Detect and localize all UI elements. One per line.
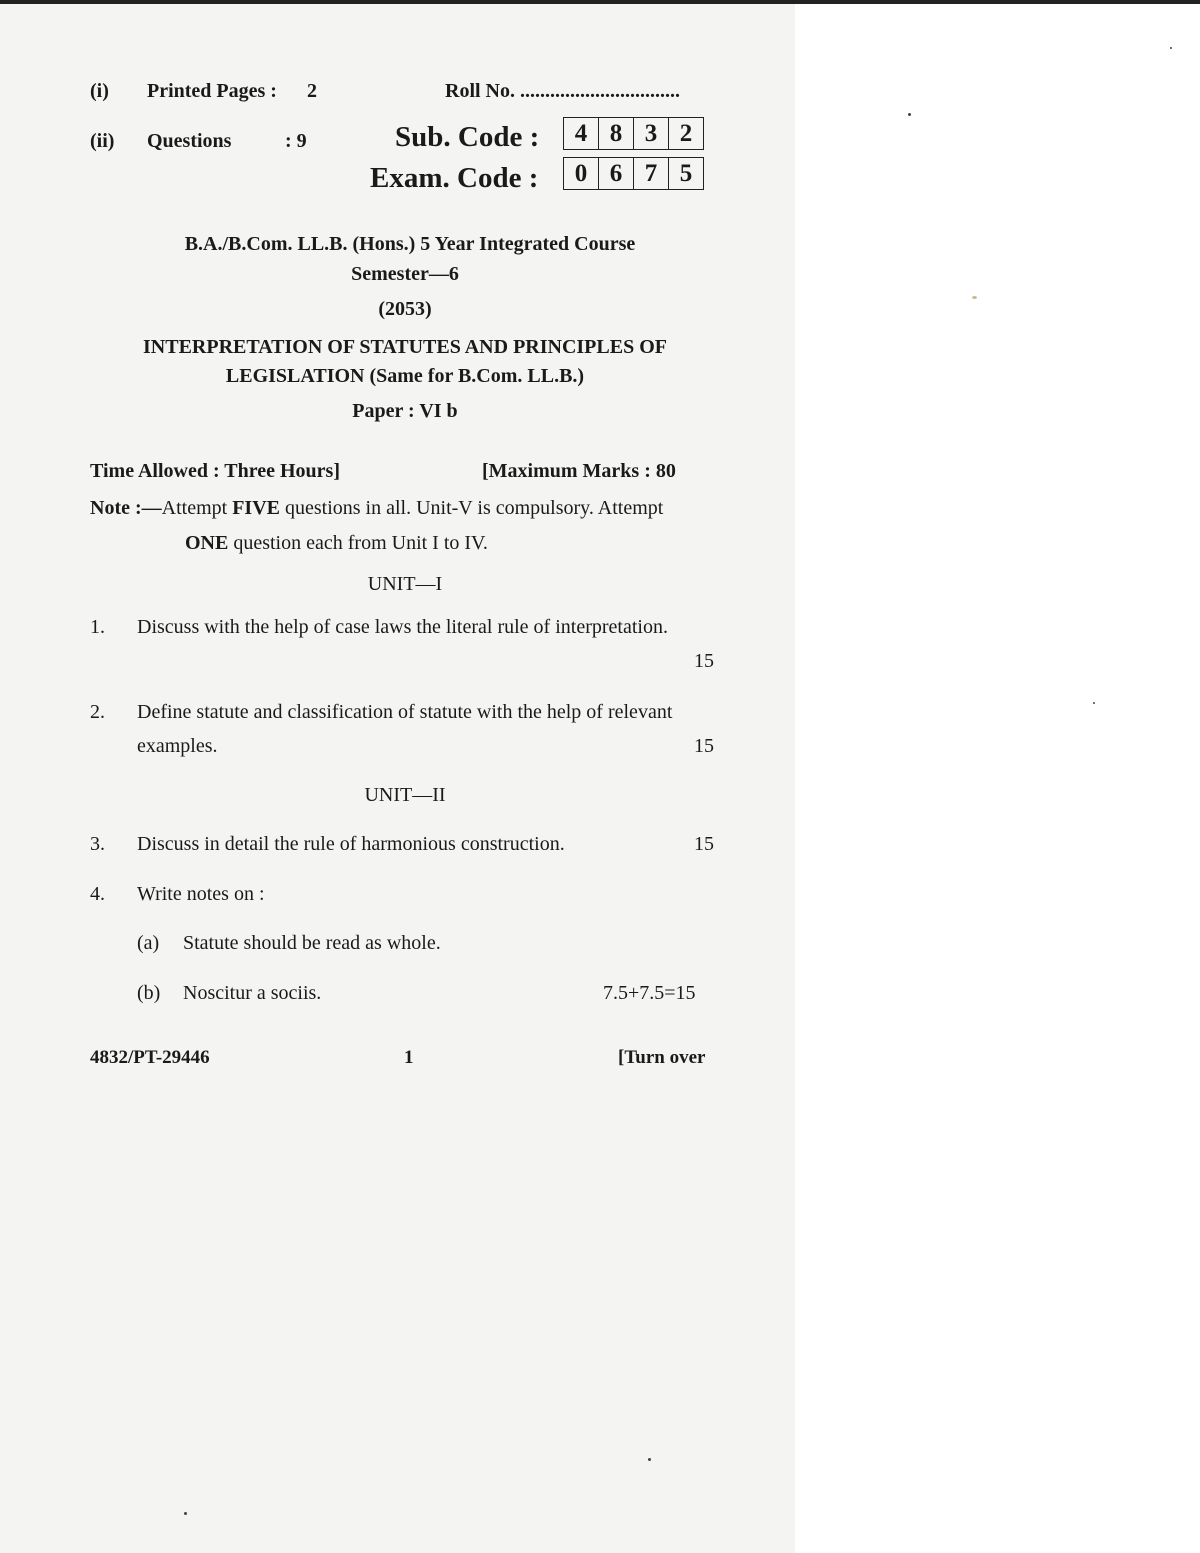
year-code: (2053) xyxy=(378,298,432,320)
note-line1 xyxy=(90,497,663,520)
note-emphasis: FIVE xyxy=(232,497,280,519)
exam-code-boxes xyxy=(563,157,704,190)
scan-speck xyxy=(908,113,911,116)
paper-number: Paper : VI b xyxy=(352,400,458,422)
question-marks: 15 xyxy=(694,833,714,855)
questions-number: (ii) xyxy=(90,130,115,152)
printed-pages-label: Printed Pages : xyxy=(147,80,277,102)
course-title: B.A./B.Com. LL.B. (Hons.) 5 Year Integrated Course xyxy=(184,233,636,255)
sub-code-label: Sub. Code : xyxy=(395,121,540,153)
page-number: 1 xyxy=(404,1047,414,1068)
sub-question-label: (a) xyxy=(137,932,160,954)
sub-code-digit: 8 xyxy=(598,118,633,149)
semester: Semester—6 xyxy=(351,263,459,285)
note-text: Attempt xyxy=(161,497,233,519)
exam-code-label: Exam. Code : xyxy=(370,162,539,194)
question-number: 2. xyxy=(90,701,105,723)
subject-title-line1: INTERPRETATION OF STATUTES AND PRINCIPLES OF xyxy=(143,336,667,358)
turn-over: [Turn over xyxy=(618,1047,706,1068)
sub-code-digit: 2 xyxy=(668,118,703,149)
roll-no-field: Roll No. ................................ xyxy=(445,80,680,102)
subject-title-line2: LEGISLATION (Same for B.Com. LL.B.) xyxy=(225,365,585,387)
questions-label: Questions xyxy=(147,130,232,152)
maximum-marks: [Maximum Marks : 80 xyxy=(482,460,676,482)
scan-speck xyxy=(648,1458,651,1461)
sub-question-label: (b) xyxy=(137,982,161,1004)
question-text: examples. xyxy=(137,735,218,757)
question-number: 4. xyxy=(90,883,105,905)
scan-top-edge xyxy=(0,0,1200,4)
exam-code-digit: 7 xyxy=(633,158,668,189)
scan-speck xyxy=(972,296,977,299)
question-marks: 15 xyxy=(694,735,714,757)
note-line2 xyxy=(185,532,488,555)
sub-question-text: Noscitur a sociis. xyxy=(183,982,322,1004)
scan-speck xyxy=(184,1512,187,1515)
question-text: Define statute and classification of statute with the help of relevant xyxy=(137,701,673,723)
question-marks: 15 xyxy=(694,650,714,672)
exam-code-digit: 0 xyxy=(574,159,588,187)
note-text: questions in all. Unit-V is compulsory. Attempt xyxy=(279,497,664,519)
sub-code-digit: 4 xyxy=(574,119,588,147)
exam-code-digit: 6 xyxy=(598,158,633,189)
question-number: 1. xyxy=(90,616,105,638)
sub-question-text: Statute should be read as whole. xyxy=(183,932,441,954)
paper-code-footer: 4832/PT-29446 xyxy=(90,1047,210,1068)
question-text: Write notes on : xyxy=(137,883,265,905)
printed-pages-value: 2 xyxy=(307,80,317,102)
unit-heading: UNIT—II xyxy=(364,784,446,806)
questions-value: : 9 xyxy=(285,130,307,152)
scan-speck xyxy=(1170,47,1172,49)
question-number: 3. xyxy=(90,833,105,855)
question-text: Discuss in detail the rule of harmonious construction. xyxy=(137,833,565,855)
exam-code-digit: 5 xyxy=(668,158,703,189)
sub-code-digit: 3 xyxy=(633,118,668,149)
printed-pages-number: (i) xyxy=(90,80,109,102)
sub-code-boxes xyxy=(563,117,704,150)
scan-speck xyxy=(1093,702,1095,704)
unit-heading: UNIT—I xyxy=(367,573,443,595)
time-allowed: Time Allowed : Three Hours] xyxy=(90,460,340,482)
question-text: Discuss with the help of case laws the literal rule of interpretation. xyxy=(137,616,668,638)
note-emphasis: ONE xyxy=(185,532,229,554)
note-text: question each from Unit I to IV. xyxy=(228,532,488,554)
note-label: Note :— xyxy=(90,497,162,519)
question-marks: 7.5+7.5=15 xyxy=(603,982,696,1004)
